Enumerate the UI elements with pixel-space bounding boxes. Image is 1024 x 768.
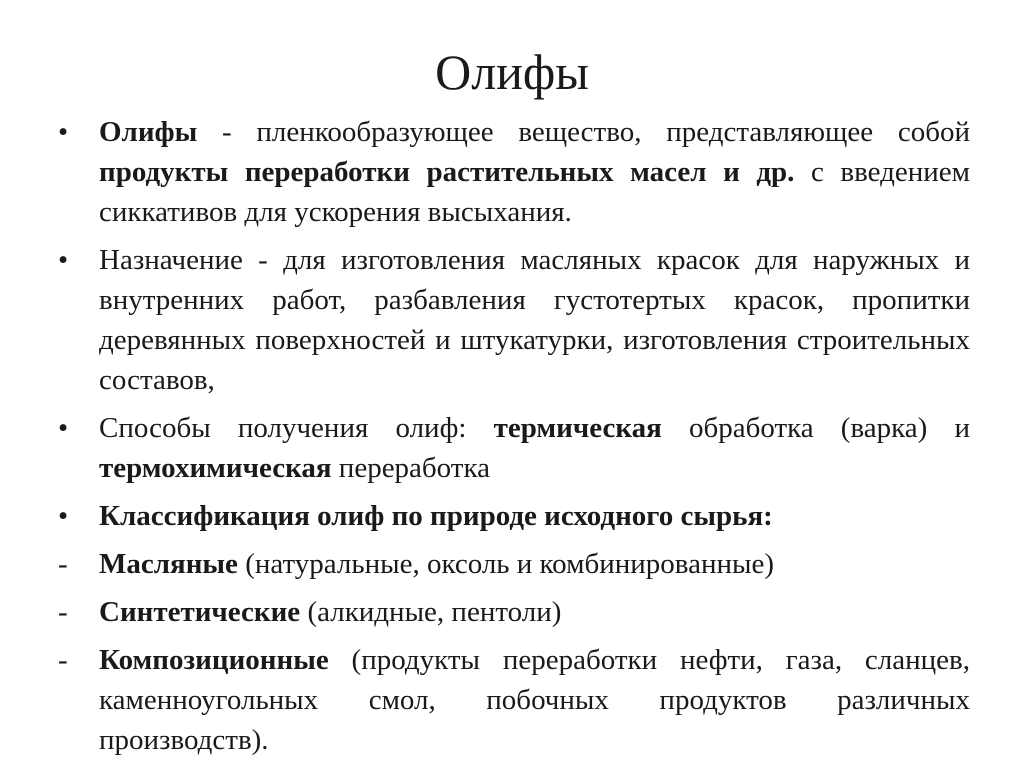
item-text: переработка [331,452,490,484]
item-text: Назначение - для изготовления масляных красок для наружных и внутренних работ, разбавления густотертых красок, пропитки деревянных поверхностей и штукатурки, изготовления строительных составов, [99,244,970,396]
bullet-marker: • [58,116,69,148]
bold-text: Композиционные [99,644,329,676]
dash-item [58,592,970,632]
slide-title: Олифы [435,44,589,100]
item-text: с введением сиккативов для ускорения высыхания. [99,156,970,228]
bullet-marker: • [58,244,69,276]
bullet-marker: • [58,500,69,532]
bold-text: Олифы [99,116,198,148]
item-text: (натуральные, оксоль и комбинированные) [237,548,775,580]
item-text: (продукты переработки нефти, газа, сланцев, каменноугольных смол, побочных продуктов различных производств). [99,644,970,756]
item-text: Способы получения олиф: [99,412,494,444]
bullet-item [58,240,970,400]
bullet-item [58,112,970,232]
bold-text: термохимическая [99,452,332,484]
dash-item [58,544,970,584]
dash-marker: - [58,596,68,628]
bold-text: термическая [493,412,662,444]
bullet-marker: • [58,412,69,444]
bullet-list [58,112,970,760]
slide-content [58,112,970,768]
item-text: (алкидные, пентоли) [300,596,562,628]
bullet-item [58,408,970,488]
item-text: - пленкообразующее вещество, представляющее собой [197,116,970,148]
item-text: обработка (варка) и [661,412,970,444]
bold-text: продукты переработки растительных масел и др. [99,156,795,188]
dash-marker: - [58,644,68,676]
bold-text: Классификация олиф по природе исходного сырья: [99,500,773,532]
bullet-item [58,496,970,536]
dash-marker: - [58,548,68,580]
dash-item [58,640,970,760]
bold-text: Масляные [99,548,238,580]
bold-text: Синтетические [99,596,301,628]
